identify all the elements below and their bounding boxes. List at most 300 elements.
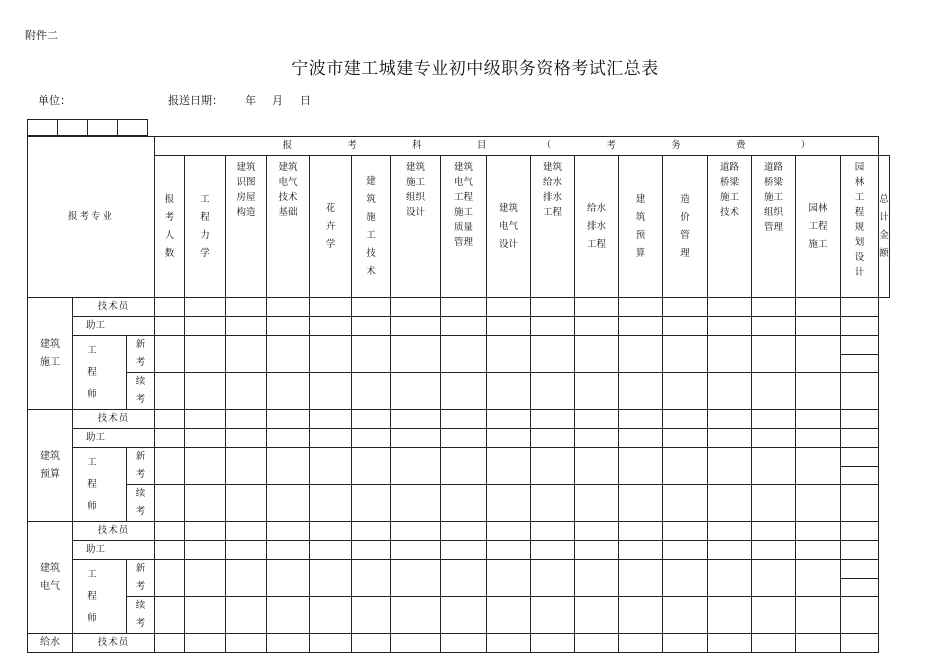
data-cell[interactable] (441, 410, 487, 429)
header-char: 目 (476, 140, 487, 151)
engineer-label (73, 560, 127, 634)
data-cell[interactable] (752, 522, 796, 541)
data-cell[interactable] (310, 317, 352, 336)
data-cell[interactable] (752, 298, 796, 317)
column-header-label: 建筑给水排水工程 (542, 162, 562, 218)
category-label: 建筑预算 (40, 450, 60, 480)
data-cell[interactable] (155, 597, 185, 634)
data-cell[interactable] (841, 354, 879, 373)
data-cell[interactable] (752, 336, 796, 373)
column-header (185, 156, 226, 298)
data-cell[interactable] (226, 336, 267, 373)
column-header-label: 建筑电气设计 (498, 202, 518, 250)
data-cell[interactable] (796, 522, 841, 541)
data-cell[interactable] (663, 522, 708, 541)
data-cell[interactable] (226, 298, 267, 317)
data-cell[interactable] (841, 522, 879, 541)
column-header-label: 报考人数 (164, 193, 175, 259)
code-box[interactable] (28, 120, 58, 136)
data-cell[interactable] (841, 336, 879, 355)
data-cell[interactable] (752, 485, 796, 522)
data-cell[interactable] (708, 560, 752, 597)
column-header (663, 156, 708, 298)
column-header-label: 建筑施工组织设计 (405, 162, 425, 218)
data-cell[interactable] (352, 597, 391, 634)
column-header (619, 156, 663, 298)
engineer-label-text: 工程师 (87, 568, 110, 624)
code-box[interactable] (58, 120, 88, 136)
data-cell[interactable] (663, 448, 708, 485)
data-cell[interactable] (155, 634, 185, 653)
data-cell[interactable] (575, 410, 619, 429)
continuing-exam-label (127, 373, 155, 410)
data-cell[interactable] (391, 336, 441, 373)
data-cell[interactable] (531, 522, 575, 541)
data-cell[interactable] (310, 429, 352, 448)
data-cell[interactable] (352, 448, 391, 485)
data-cell[interactable] (796, 597, 841, 634)
date-month: 月 (272, 94, 283, 107)
header-char: 务 (671, 140, 681, 151)
data-cell[interactable] (352, 336, 391, 373)
data-cell[interactable] (487, 634, 531, 653)
data-cell[interactable] (841, 410, 879, 429)
data-cell[interactable] (619, 373, 663, 410)
data-cell[interactable] (619, 448, 663, 485)
data-cell[interactable] (796, 560, 841, 597)
data-cell[interactable] (487, 560, 531, 597)
category-cell (28, 410, 73, 522)
data-cell[interactable] (619, 317, 663, 336)
data-cell[interactable] (487, 522, 531, 541)
data-cell[interactable] (155, 560, 185, 597)
data-cell[interactable] (226, 597, 267, 634)
data-cell[interactable] (796, 485, 841, 522)
data-cell[interactable] (267, 634, 310, 653)
data-cell[interactable] (841, 448, 879, 467)
data-cell[interactable] (352, 410, 391, 429)
data-cell[interactable] (185, 448, 226, 485)
data-cell[interactable] (663, 541, 708, 560)
data-cell[interactable] (391, 448, 441, 485)
data-cell[interactable] (575, 541, 619, 560)
data-cell[interactable] (619, 298, 663, 317)
engineer-label-text: 工程师 (87, 456, 110, 512)
new-exam-text: 新考 (135, 563, 146, 592)
data-cell[interactable] (310, 522, 352, 541)
data-cell[interactable] (752, 560, 796, 597)
engineer-label (73, 336, 127, 410)
data-cell[interactable] (226, 373, 267, 410)
column-header-label: 建筑预算 (635, 193, 646, 259)
data-cell[interactable] (155, 317, 185, 336)
data-cell[interactable] (619, 560, 663, 597)
data-cell[interactable] (441, 448, 487, 485)
data-cell[interactable] (841, 466, 879, 485)
data-cell[interactable] (575, 373, 619, 410)
data-cell[interactable] (796, 373, 841, 410)
data-cell[interactable] (185, 429, 226, 448)
data-cell[interactable] (352, 373, 391, 410)
data-cell[interactable] (531, 448, 575, 485)
data-cell[interactable] (841, 578, 879, 597)
data-cell[interactable] (441, 485, 487, 522)
data-cell[interactable] (441, 522, 487, 541)
data-cell[interactable] (752, 634, 796, 653)
data-cell[interactable] (226, 541, 267, 560)
data-cell[interactable] (310, 298, 352, 317)
data-cell[interactable] (531, 485, 575, 522)
column-header-label: 工程力学 (200, 193, 210, 259)
data-cell[interactable] (531, 336, 575, 373)
data-cell[interactable] (310, 541, 352, 560)
data-cell[interactable] (531, 317, 575, 336)
data-cell[interactable] (155, 448, 185, 485)
category-label: 给水 (40, 637, 60, 648)
data-cell[interactable] (796, 317, 841, 336)
data-cell[interactable] (487, 485, 531, 522)
data-cell[interactable] (796, 634, 841, 653)
data-cell[interactable] (619, 522, 663, 541)
data-cell[interactable] (310, 336, 352, 373)
technician-label: 技术员 (73, 634, 155, 653)
column-header (841, 156, 879, 298)
data-cell[interactable] (752, 429, 796, 448)
data-cell[interactable] (841, 317, 879, 336)
column-header (352, 156, 391, 298)
data-cell[interactable] (619, 485, 663, 522)
data-cell[interactable] (441, 336, 487, 373)
data-cell[interactable] (310, 373, 352, 410)
data-cell[interactable] (441, 298, 487, 317)
data-cell[interactable] (155, 485, 185, 522)
data-cell[interactable] (752, 317, 796, 336)
data-cell[interactable] (841, 597, 879, 634)
data-cell[interactable] (708, 410, 752, 429)
data-cell[interactable] (796, 336, 841, 373)
data-cell[interactable] (441, 429, 487, 448)
data-cell[interactable] (752, 448, 796, 485)
data-cell[interactable] (841, 541, 879, 560)
column-header (796, 156, 841, 298)
data-cell[interactable] (841, 373, 879, 410)
column-header (487, 156, 531, 298)
data-cell[interactable] (441, 317, 487, 336)
data-cell[interactable] (267, 373, 310, 410)
code-box[interactable] (118, 120, 148, 136)
column-header (310, 156, 352, 298)
data-cell[interactable] (352, 485, 391, 522)
data-cell[interactable] (391, 485, 441, 522)
data-cell[interactable] (310, 634, 352, 653)
category-cell (28, 634, 73, 653)
column-header (155, 156, 185, 298)
data-cell[interactable] (310, 560, 352, 597)
data-cell[interactable] (575, 317, 619, 336)
data-cell[interactable] (155, 373, 185, 410)
column-header-label: 给水排水工程 (586, 202, 606, 250)
data-cell[interactable] (708, 336, 752, 373)
data-cell[interactable] (391, 541, 441, 560)
data-cell[interactable] (310, 448, 352, 485)
data-cell[interactable] (487, 373, 531, 410)
data-cell[interactable] (841, 560, 879, 579)
data-cell[interactable] (531, 298, 575, 317)
data-cell[interactable] (663, 336, 708, 373)
column-header-label: 总计金额 (879, 193, 889, 259)
data-cell[interactable] (267, 448, 310, 485)
column-header-label: 造价管理 (680, 193, 690, 259)
data-cell[interactable] (267, 522, 310, 541)
data-cell[interactable] (663, 429, 708, 448)
data-cell[interactable] (352, 634, 391, 653)
data-cell[interactable] (155, 410, 185, 429)
data-cell[interactable] (441, 541, 487, 560)
data-cell[interactable] (441, 560, 487, 597)
data-cell[interactable] (352, 541, 391, 560)
data-cell[interactable] (663, 485, 708, 522)
header-char: （ (541, 140, 552, 151)
data-cell[interactable] (185, 560, 226, 597)
data-cell[interactable] (185, 373, 226, 410)
data-cell[interactable] (185, 410, 226, 429)
major-header: 报考专业 (28, 137, 155, 298)
data-cell[interactable] (575, 634, 619, 653)
data-cell[interactable] (487, 597, 531, 634)
data-cell[interactable] (391, 560, 441, 597)
attachment-label: 附件二 (25, 29, 58, 42)
data-cell[interactable] (663, 597, 708, 634)
new-exam-text: 新考 (135, 451, 146, 480)
data-cell[interactable] (531, 597, 575, 634)
data-cell[interactable] (487, 448, 531, 485)
page-title: 宁波市建工城建专业初中级职务资格考试汇总表 (291, 59, 659, 79)
data-cell[interactable] (663, 298, 708, 317)
column-header-label: 建筑电气工程施工质量管理 (453, 162, 473, 248)
data-cell[interactable] (708, 429, 752, 448)
subject-fee-header-text (155, 137, 878, 155)
data-cell[interactable] (487, 541, 531, 560)
data-cell[interactable] (185, 317, 226, 336)
data-cell[interactable] (441, 597, 487, 634)
data-cell[interactable] (619, 597, 663, 634)
column-header-label: 建筑施工技术 (366, 175, 376, 277)
data-cell[interactable] (310, 410, 352, 429)
data-cell[interactable] (352, 317, 391, 336)
data-cell[interactable] (267, 541, 310, 560)
data-cell[interactable] (575, 448, 619, 485)
data-cell[interactable] (487, 336, 531, 373)
header-char: 报 (282, 140, 293, 151)
date-year: 年 (245, 94, 256, 107)
column-header-label: 建筑识图房屋构造 (236, 162, 256, 218)
data-cell[interactable] (841, 634, 879, 653)
data-cell[interactable] (619, 541, 663, 560)
data-cell[interactable] (796, 298, 841, 317)
data-cell[interactable] (708, 448, 752, 485)
data-cell[interactable] (752, 410, 796, 429)
data-cell[interactable] (708, 485, 752, 522)
data-cell[interactable] (267, 410, 310, 429)
column-header (879, 156, 890, 298)
data-cell[interactable] (441, 373, 487, 410)
data-cell[interactable] (185, 336, 226, 373)
data-cell[interactable] (575, 429, 619, 448)
data-cell[interactable] (155, 541, 185, 560)
data-cell[interactable] (663, 317, 708, 336)
technician-label: 技术员 (73, 522, 155, 541)
data-cell[interactable] (708, 317, 752, 336)
data-cell[interactable] (796, 541, 841, 560)
data-cell[interactable] (531, 541, 575, 560)
data-cell[interactable] (531, 410, 575, 429)
data-cell[interactable] (155, 522, 185, 541)
data-cell[interactable] (531, 429, 575, 448)
continuing-exam-label (127, 485, 155, 522)
data-cell[interactable] (575, 597, 619, 634)
data-cell[interactable] (352, 560, 391, 597)
data-cell[interactable] (226, 448, 267, 485)
data-cell[interactable] (619, 429, 663, 448)
data-cell[interactable] (267, 336, 310, 373)
data-cell[interactable] (708, 634, 752, 653)
data-cell[interactable] (619, 634, 663, 653)
data-cell[interactable] (391, 429, 441, 448)
data-cell[interactable] (267, 298, 310, 317)
data-cell[interactable] (226, 560, 267, 597)
data-cell[interactable] (226, 410, 267, 429)
data-cell[interactable] (663, 634, 708, 653)
data-cell[interactable] (310, 485, 352, 522)
report-date-label: 报送日期： (168, 94, 223, 107)
data-cell[interactable] (391, 298, 441, 317)
column-header-label: 园林工程规划设计 (854, 162, 865, 278)
new-exam-text: 新考 (135, 339, 146, 368)
data-cell[interactable] (752, 597, 796, 634)
summary-table (27, 136, 890, 653)
data-cell[interactable] (796, 448, 841, 485)
data-cell[interactable] (796, 410, 841, 429)
new-exam-label (127, 560, 155, 597)
data-cell[interactable] (575, 336, 619, 373)
data-cell[interactable] (391, 410, 441, 429)
data-cell[interactable] (185, 298, 226, 317)
data-cell[interactable] (619, 336, 663, 373)
data-cell[interactable] (575, 485, 619, 522)
data-cell[interactable] (185, 634, 226, 653)
column-header (752, 156, 796, 298)
data-cell[interactable] (391, 522, 441, 541)
data-cell[interactable] (841, 485, 879, 522)
data-cell[interactable] (226, 522, 267, 541)
data-cell[interactable] (185, 522, 226, 541)
category-label: 建筑施工 (40, 338, 60, 368)
data-cell[interactable] (226, 317, 267, 336)
data-cell[interactable] (752, 541, 796, 560)
data-cell[interactable] (708, 522, 752, 541)
category-cell (28, 522, 73, 634)
data-cell[interactable] (352, 298, 391, 317)
category-label: 建筑电气 (40, 562, 60, 592)
data-cell[interactable] (796, 429, 841, 448)
column-header (226, 156, 267, 298)
engineer-label (73, 448, 127, 522)
data-cell[interactable] (708, 298, 752, 317)
new-exam-label (127, 448, 155, 485)
assistant-label: 助工 (73, 429, 155, 448)
column-header-label: 建筑电气技术基础 (278, 162, 298, 218)
data-cell[interactable] (185, 541, 226, 560)
data-cell[interactable] (487, 410, 531, 429)
data-cell[interactable] (391, 317, 441, 336)
data-cell[interactable] (575, 522, 619, 541)
data-cell[interactable] (752, 373, 796, 410)
data-cell[interactable] (441, 634, 487, 653)
new-exam-label (127, 336, 155, 373)
assistant-label: 助工 (73, 317, 155, 336)
data-cell[interactable] (575, 298, 619, 317)
data-cell[interactable] (708, 373, 752, 410)
data-cell[interactable] (267, 429, 310, 448)
data-cell[interactable] (267, 485, 310, 522)
column-header-label: 园林工程施工 (808, 202, 828, 250)
data-cell[interactable] (663, 560, 708, 597)
data-cell[interactable] (310, 597, 352, 634)
continuing-exam-label (127, 597, 155, 634)
data-cell[interactable] (352, 522, 391, 541)
code-boxes (27, 119, 148, 136)
data-cell[interactable] (267, 317, 310, 336)
data-cell[interactable] (841, 429, 879, 448)
data-cell[interactable] (708, 541, 752, 560)
data-cell[interactable] (531, 560, 575, 597)
data-cell[interactable] (226, 485, 267, 522)
unit-label: 单位： (38, 94, 71, 107)
data-cell[interactable] (226, 634, 267, 653)
header-char: 科 (412, 140, 422, 151)
data-cell[interactable] (226, 429, 267, 448)
data-cell[interactable] (352, 429, 391, 448)
data-cell[interactable] (663, 373, 708, 410)
data-cell[interactable] (155, 298, 185, 317)
data-cell[interactable] (391, 634, 441, 653)
data-cell[interactable] (267, 560, 310, 597)
data-cell[interactable] (391, 373, 441, 410)
data-cell[interactable] (841, 298, 879, 317)
column-header (441, 156, 487, 298)
data-cell[interactable] (185, 597, 226, 634)
data-cell[interactable] (487, 298, 531, 317)
technician-label: 技术员 (73, 298, 155, 317)
data-cell[interactable] (155, 429, 185, 448)
data-cell[interactable] (619, 410, 663, 429)
data-cell[interactable] (391, 597, 441, 634)
data-cell[interactable] (487, 317, 531, 336)
data-cell[interactable] (531, 634, 575, 653)
data-cell[interactable] (708, 597, 752, 634)
data-cell[interactable] (663, 410, 708, 429)
subject-fee-header (155, 137, 879, 156)
data-cell[interactable] (155, 336, 185, 373)
data-cell[interactable] (267, 597, 310, 634)
data-cell[interactable] (185, 485, 226, 522)
data-cell[interactable] (531, 373, 575, 410)
column-header (575, 156, 619, 298)
header-char: 考 (347, 140, 357, 151)
code-box[interactable] (88, 120, 118, 136)
data-cell[interactable] (487, 429, 531, 448)
data-cell[interactable] (575, 560, 619, 597)
